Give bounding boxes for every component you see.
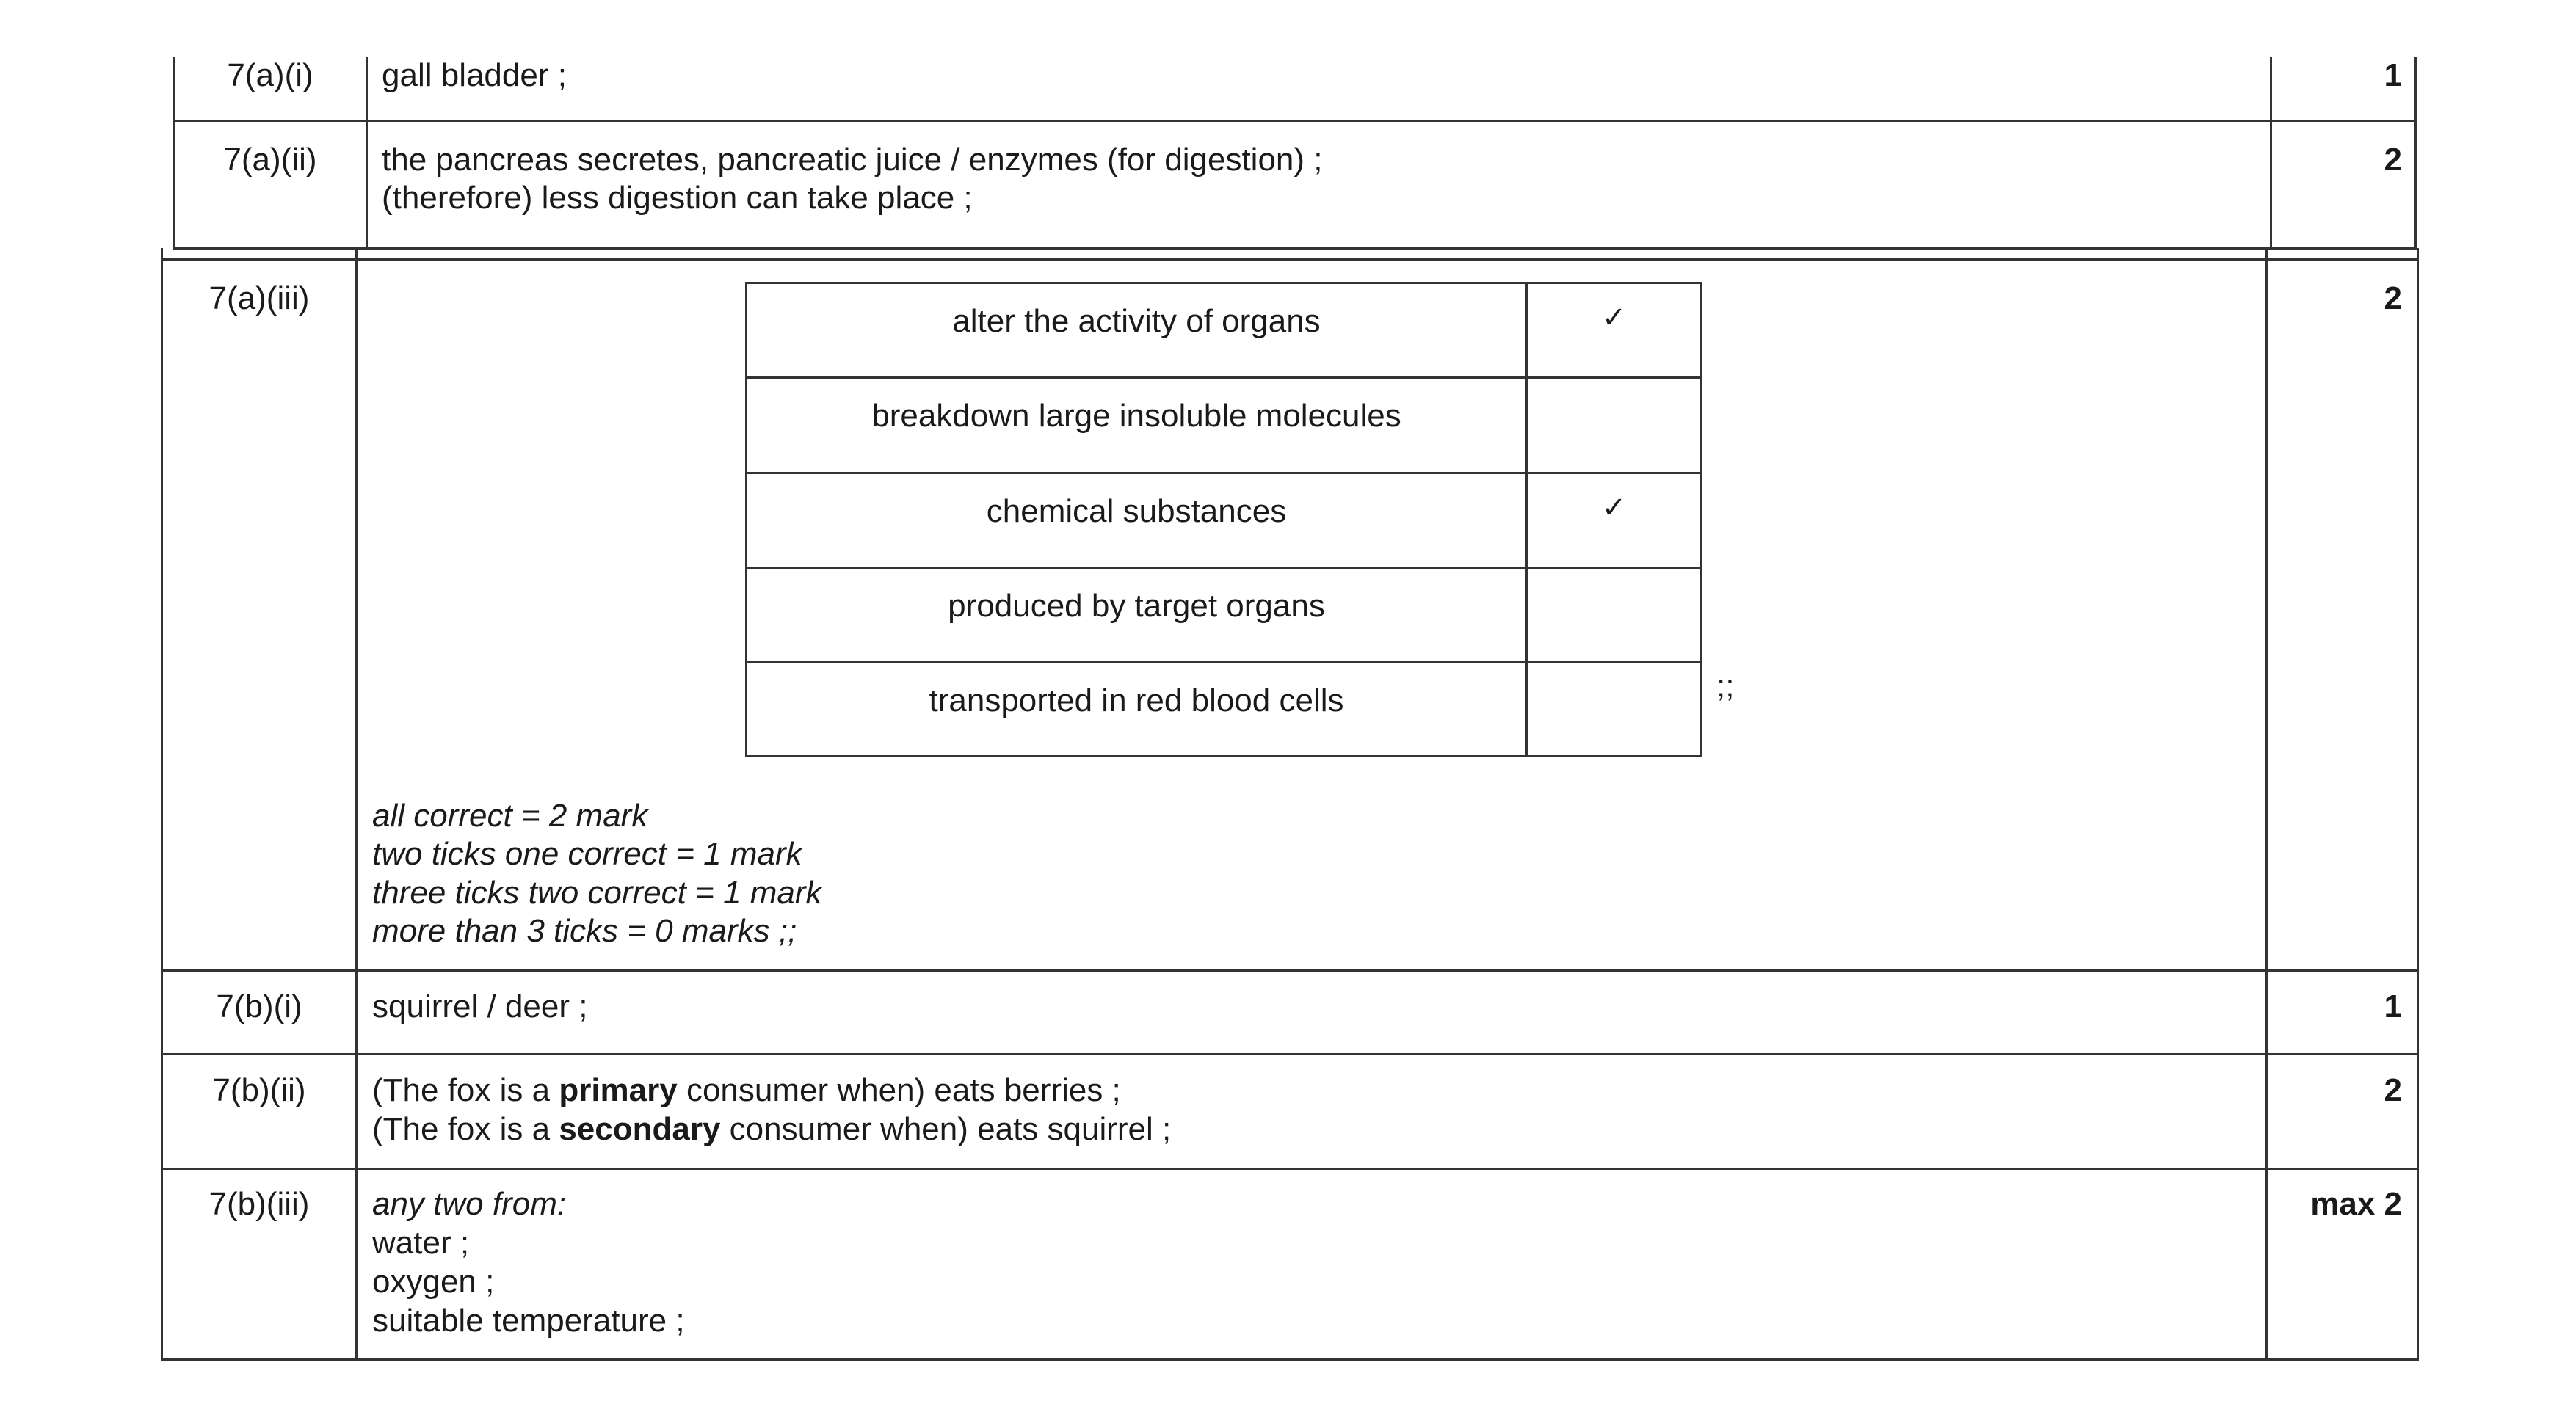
answer-intro: any two from:: [372, 1186, 567, 1222]
tick-table-statement: produced by target organs: [948, 588, 1325, 624]
tick-table-statement: transported in red blood cells: [929, 683, 1344, 718]
tick-table-right-border: [1700, 282, 1702, 757]
marks: 1: [2384, 989, 2402, 1025]
answer-text: consumer when) eats berries ;: [677, 1072, 1121, 1108]
upper-right-border: [2414, 57, 2417, 250]
upper-col-divider-1: [366, 57, 368, 250]
row-divider: [161, 1053, 2419, 1055]
guidance-line: two ticks one correct = 1 mark: [372, 836, 802, 872]
answer-text: (The fox is a: [372, 1072, 559, 1108]
answer-emphasis: secondary: [559, 1111, 721, 1147]
check-icon: ✓: [1601, 301, 1627, 335]
answer-line: [372, 1110, 1171, 1149]
marks: 2: [2384, 142, 2402, 178]
answer-text: (The fox is a: [372, 1111, 559, 1147]
lower-col-divider-1: [355, 248, 358, 1361]
tick-table-statement: chemical substances: [986, 493, 1287, 529]
upper-bottom-border: [173, 247, 2417, 250]
marks: max 2: [2310, 1186, 2402, 1222]
answer-line: squirrel / deer ;: [372, 989, 588, 1025]
answer-line: suitable temperature ;: [372, 1303, 685, 1339]
row-divider: [161, 969, 2419, 972]
tick-table-row-divider: [745, 376, 1702, 379]
upper-row-divider: [173, 120, 2417, 122]
tick-table-bottom-border: [745, 755, 1702, 757]
guidance-line: more than 3 ticks = 0 marks ;;: [372, 913, 797, 949]
tick-table-row-divider: [745, 661, 1702, 663]
check-icon: ✓: [1601, 491, 1627, 525]
tick-table-statement: alter the activity of organs: [952, 303, 1321, 339]
answer-line: water ;: [372, 1225, 470, 1261]
answer-emphasis: primary: [559, 1072, 678, 1108]
question-number: 7(b)(iii): [208, 1186, 310, 1222]
lower-bottom-border: [161, 1358, 2419, 1361]
lower-top-border: [161, 258, 2419, 261]
tick-table-statement: breakdown large insoluble molecules: [871, 398, 1401, 434]
answer-line: (therefore) less digestion can take place ;: [382, 180, 973, 216]
answer-line: gall bladder ;: [382, 57, 567, 93]
upper-col-divider-2: [2270, 57, 2272, 250]
tick-table-row-divider: [745, 472, 1702, 474]
guidance-line: three ticks two correct = 1 mark: [372, 875, 822, 911]
answer-line: the pancreas secretes, pancreatic juice / enzymes (for digestion) ;: [382, 142, 1323, 178]
lower-right-border: [2417, 248, 2419, 1361]
answer-line: oxygen ;: [372, 1264, 495, 1300]
tick-table-top-border: [745, 282, 1702, 284]
marks: 2: [2384, 280, 2402, 316]
tick-table-row-divider: [745, 567, 1702, 569]
marks: 2: [2384, 1072, 2402, 1108]
row-divider: [161, 1168, 2419, 1170]
question-number: 7(a)(i): [227, 57, 313, 93]
question-number: 7(a)(ii): [223, 142, 317, 178]
tick-table-suffix: ;;: [1716, 668, 1735, 704]
answer-line: [372, 1071, 1121, 1110]
guidance-line: all correct = 2 mark: [372, 798, 648, 834]
question-number: 7(b)(i): [216, 989, 302, 1025]
question-number: 7(b)(ii): [212, 1072, 306, 1108]
marks: 1: [2384, 57, 2402, 93]
answer-text: consumer when) eats squirrel ;: [720, 1111, 1172, 1147]
question-number: 7(a)(iii): [208, 280, 310, 316]
